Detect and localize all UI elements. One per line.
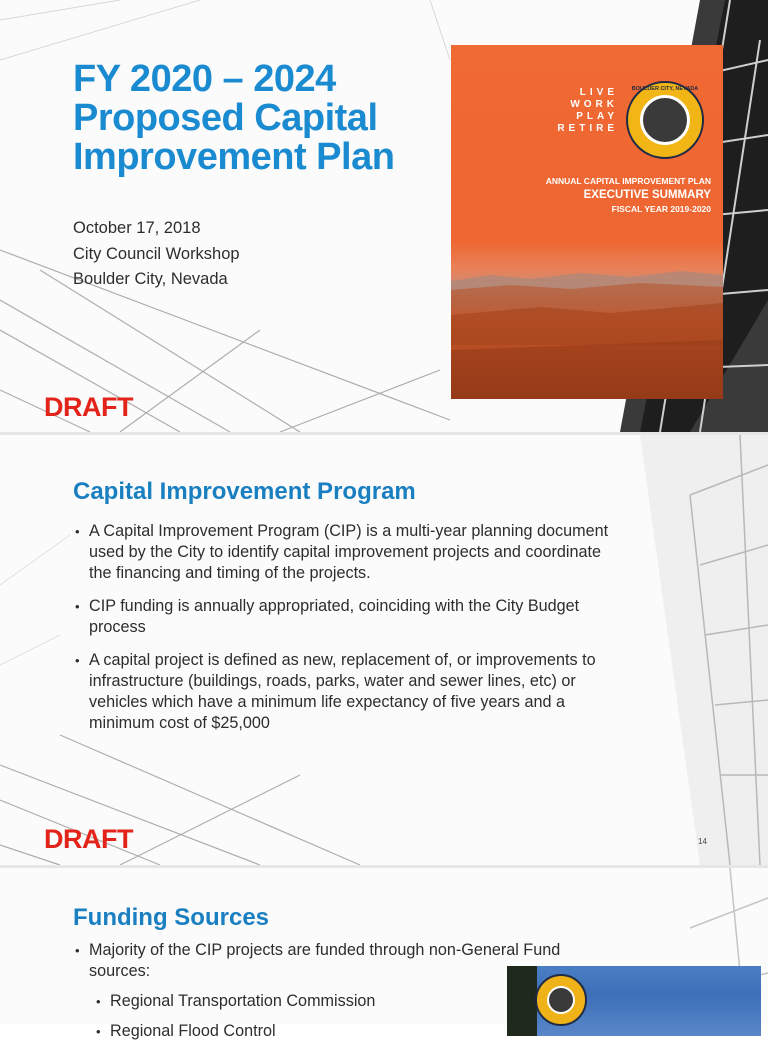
cover-mission-words <box>548 87 618 135</box>
presentation-details <box>73 216 240 293</box>
list-item: • Regional Transportation Commission <box>73 991 593 1012</box>
draft-watermark: DRAFT <box>44 824 133 854</box>
palm-tree <box>507 966 537 1036</box>
presentation-title: FY 2020 – 2024 Proposed Capital Improvement Plan <box>73 58 395 178</box>
list-item: • Regional Flood Control <box>73 1021 593 1042</box>
list-item: • A capital project is defined as new, replacement of, or improvements to infrastructure (buildings, roads, parks, water and sewer lines, etc) or vehicles which have a minimum life expectancy of five years and a minimum cost of $25,000 <box>73 650 613 734</box>
list-item: • CIP funding is annually appropriated, coinciding with the City Budget process <box>73 596 613 638</box>
list-item: • A Capital Improvement Program (CIP) is a multi-year planning document used by the City to identify capital improvement projects and coordinate the financing and timing of the projects. <box>73 521 613 584</box>
presentation-date: October 17, 2018 <box>73 219 201 237</box>
cover-heading <box>481 175 711 216</box>
seal-text: BOULDER CITY, NEVADA <box>631 86 699 92</box>
page-number: 14 <box>698 837 707 846</box>
list-item: • Majority of the CIP projects are funded through non-General Fund sources: <box>73 940 593 982</box>
presentation-event: City Council Workshop <box>73 244 240 263</box>
seal-center <box>640 95 690 145</box>
mission-live: LIVE <box>579 87 618 98</box>
city-seal-icon <box>535 974 587 1026</box>
section-title: Funding Sources <box>73 904 270 931</box>
title-slide <box>0 0 768 432</box>
cip-cover-image <box>451 45 723 399</box>
city-sign-photo <box>507 966 761 1036</box>
funding-sources-slide <box>0 868 768 1040</box>
presentation-location: Boulder City, Nevada <box>73 270 228 288</box>
cover-heading-line1: ANNUAL CAPITAL IMPROVEMENT PLAN <box>545 176 711 186</box>
mission-play: PLAY <box>576 111 618 122</box>
cover-heading-line3: FISCAL YEAR 2019-2020 <box>611 204 711 214</box>
mission-work: WORK <box>570 99 618 110</box>
mission-retire: RETIRE <box>557 123 618 134</box>
city-seal-icon <box>626 81 704 159</box>
bullet-list <box>73 521 613 746</box>
cip-program-slide <box>0 435 768 865</box>
cover-heading-line2: EXECUTIVE SUMMARY <box>583 189 711 201</box>
draft-watermark: DRAFT <box>44 392 133 422</box>
section-title: Capital Improvement Program <box>73 478 416 505</box>
